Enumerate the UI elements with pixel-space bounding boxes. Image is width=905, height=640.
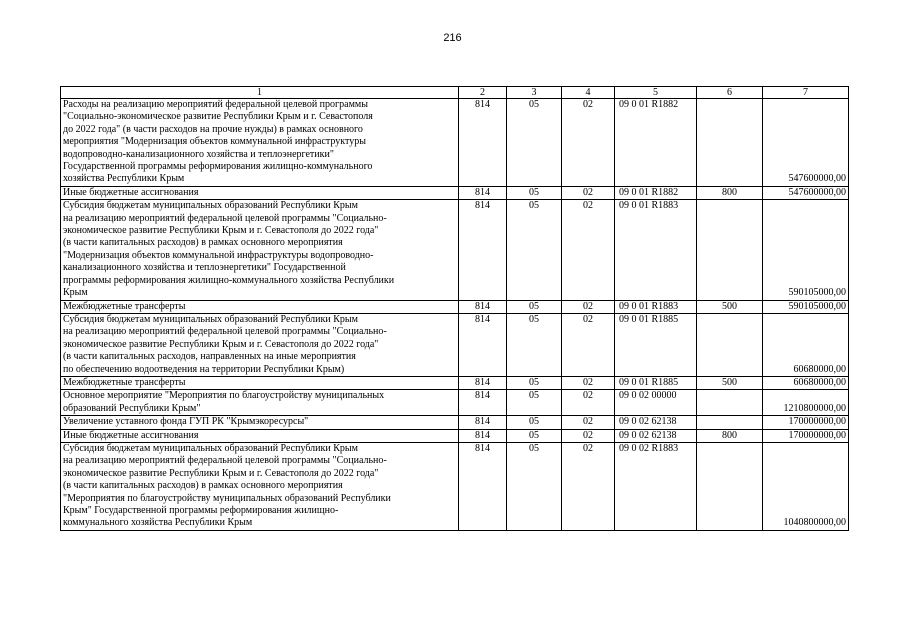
ministry-code-cell: 814 bbox=[459, 300, 507, 313]
section-code-cell: 05 bbox=[507, 416, 562, 429]
section-code-cell: 05 bbox=[507, 390, 562, 416]
expense-type-cell: 800 bbox=[697, 186, 763, 199]
subsection-code-cell: 02 bbox=[562, 442, 615, 530]
budget-table bbox=[60, 86, 849, 531]
expense-type-cell bbox=[697, 99, 763, 187]
column-header-5: 5 bbox=[615, 87, 697, 99]
table-row bbox=[61, 442, 849, 530]
target-article-cell: 09 0 01 R1885 bbox=[615, 376, 697, 389]
section-code-cell: 05 bbox=[507, 300, 562, 313]
expense-name-cell: Субсидия бюджетам муниципальных образований Республики Крым на реализацию мероприятий федеральной целевой программы "Социально- экономическое развитие Республики Крым и г. Севастополя до 2022 года" (в части капитальных расходов) в рамках основного мероприятия "Модернизация объектов коммунальной инфраструктуры водопроводно- канализационного хозяйства и теплоэнергетики" Государственной программы реформирования жилищно-коммунального хозяйства Республики Крым bbox=[61, 200, 459, 300]
table-row bbox=[61, 429, 849, 442]
table-row bbox=[61, 99, 849, 187]
subsection-code-cell: 02 bbox=[562, 429, 615, 442]
expense-name-cell: Основное мероприятие "Мероприятия по благоустройству муниципальных образований Республики Крым" bbox=[61, 390, 459, 416]
table-row bbox=[61, 300, 849, 313]
expense-name-cell: Иные бюджетные ассигнования bbox=[61, 186, 459, 199]
subsection-code-cell: 02 bbox=[562, 186, 615, 199]
subsection-code-cell: 02 bbox=[562, 376, 615, 389]
ministry-code-cell: 814 bbox=[459, 416, 507, 429]
subsection-code-cell: 02 bbox=[562, 390, 615, 416]
table-row bbox=[61, 313, 849, 376]
column-header-1: 1 bbox=[61, 87, 459, 99]
target-article-cell: 09 0 01 R1882 bbox=[615, 99, 697, 187]
subsection-code-cell: 02 bbox=[562, 99, 615, 187]
expense-name-cell: Межбюджетные трансферты bbox=[61, 300, 459, 313]
ministry-code-cell: 814 bbox=[459, 200, 507, 300]
section-code-cell: 05 bbox=[507, 99, 562, 187]
target-article-cell: 09 0 01 R1885 bbox=[615, 313, 697, 376]
amount-cell: 60680000,00 bbox=[763, 313, 849, 376]
ministry-code-cell: 814 bbox=[459, 442, 507, 530]
subsection-code-cell: 02 bbox=[562, 300, 615, 313]
column-header-6: 6 bbox=[697, 87, 763, 99]
expense-type-cell bbox=[697, 200, 763, 300]
amount-cell: 1040800000,00 bbox=[763, 442, 849, 530]
target-article-cell: 09 0 02 00000 bbox=[615, 390, 697, 416]
ministry-code-cell: 814 bbox=[459, 99, 507, 187]
table-row bbox=[61, 416, 849, 429]
target-article-cell: 09 0 01 R1883 bbox=[615, 200, 697, 300]
amount-cell: 60680000,00 bbox=[763, 376, 849, 389]
section-code-cell: 05 bbox=[507, 442, 562, 530]
expense-type-cell: 500 bbox=[697, 300, 763, 313]
subsection-code-cell: 02 bbox=[562, 200, 615, 300]
table-row bbox=[61, 390, 849, 416]
page-number: 216 bbox=[443, 32, 462, 44]
amount-cell: 590105000,00 bbox=[763, 200, 849, 300]
expense-name-cell: Расходы на реализацию мероприятий федеральной целевой программы "Социально-экономическое развитие Республики Крым и г. Севастополя до 2022 года" (в части расходов на прочие нужды) в рамках основного мероприятия "Модернизация объектов коммунальной инфраструктуры водопроводно-канализационного хозяйства и теплоэнергетики" Государственной программы реформирования жилищно-коммунального хозяйства Республики Крым bbox=[61, 99, 459, 187]
amount-cell: 547600000,00 bbox=[763, 99, 849, 187]
target-article-cell: 09 0 02 R1883 bbox=[615, 442, 697, 530]
section-code-cell: 05 bbox=[507, 313, 562, 376]
column-header-4: 4 bbox=[562, 87, 615, 99]
ministry-code-cell: 814 bbox=[459, 186, 507, 199]
target-article-cell: 09 0 02 62138 bbox=[615, 416, 697, 429]
target-article-cell: 09 0 02 62138 bbox=[615, 429, 697, 442]
section-code-cell: 05 bbox=[507, 376, 562, 389]
table-row bbox=[61, 186, 849, 199]
ministry-code-cell: 814 bbox=[459, 313, 507, 376]
expense-name-cell: Иные бюджетные ассигнования bbox=[61, 429, 459, 442]
table-row bbox=[61, 376, 849, 389]
expense-type-cell bbox=[697, 313, 763, 376]
expense-name-cell: Увеличение уставного фонда ГУП РК "Крымэкоресурсы" bbox=[61, 416, 459, 429]
amount-cell: 547600000,00 bbox=[763, 186, 849, 199]
section-code-cell: 05 bbox=[507, 186, 562, 199]
expense-name-cell: Субсидия бюджетам муниципальных образований Республики Крым на реализацию мероприятий федеральной целевой программы "Социально- экономическое развитие Республики Крым и г. Севастополя до 2022 года" (в части капитальных расходов) в рамках основного мероприятия "Мероприятия по благоустройству муниципальных образований Республики Крым" Государственной программы реформирования жилищно- коммунального хозяйства Республики Крым bbox=[61, 442, 459, 530]
ministry-code-cell: 814 bbox=[459, 429, 507, 442]
expense-type-cell bbox=[697, 416, 763, 429]
expense-type-cell: 500 bbox=[697, 376, 763, 389]
amount-cell: 170000000,00 bbox=[763, 429, 849, 442]
target-article-cell: 09 0 01 R1882 bbox=[615, 186, 697, 199]
expense-type-cell bbox=[697, 390, 763, 416]
amount-cell: 1210800000,00 bbox=[763, 390, 849, 416]
section-code-cell: 05 bbox=[507, 200, 562, 300]
ministry-code-cell: 814 bbox=[459, 376, 507, 389]
target-article-cell: 09 0 01 R1883 bbox=[615, 300, 697, 313]
subsection-code-cell: 02 bbox=[562, 416, 615, 429]
subsection-code-cell: 02 bbox=[562, 313, 615, 376]
section-code-cell: 05 bbox=[507, 429, 562, 442]
column-header-7: 7 bbox=[763, 87, 849, 99]
amount-cell: 170000000,00 bbox=[763, 416, 849, 429]
expense-name-cell: Субсидия бюджетам муниципальных образований Республики Крым на реализацию мероприятий федеральной целевой программы "Социально- экономическое развитие Республики Крым и г. Севастополя до 2022 года" (в части капитальных расходов, направленных на иные мероприятия по обеспечению водоотведения на территории Республики Крым) bbox=[61, 313, 459, 376]
amount-cell: 590105000,00 bbox=[763, 300, 849, 313]
column-header-2: 2 bbox=[459, 87, 507, 99]
ministry-code-cell: 814 bbox=[459, 390, 507, 416]
expense-name-cell: Межбюджетные трансферты bbox=[61, 376, 459, 389]
expense-type-cell: 800 bbox=[697, 429, 763, 442]
expense-type-cell bbox=[697, 442, 763, 530]
column-header-3: 3 bbox=[507, 87, 562, 99]
table-row bbox=[61, 200, 849, 300]
table-header-row bbox=[61, 87, 849, 99]
